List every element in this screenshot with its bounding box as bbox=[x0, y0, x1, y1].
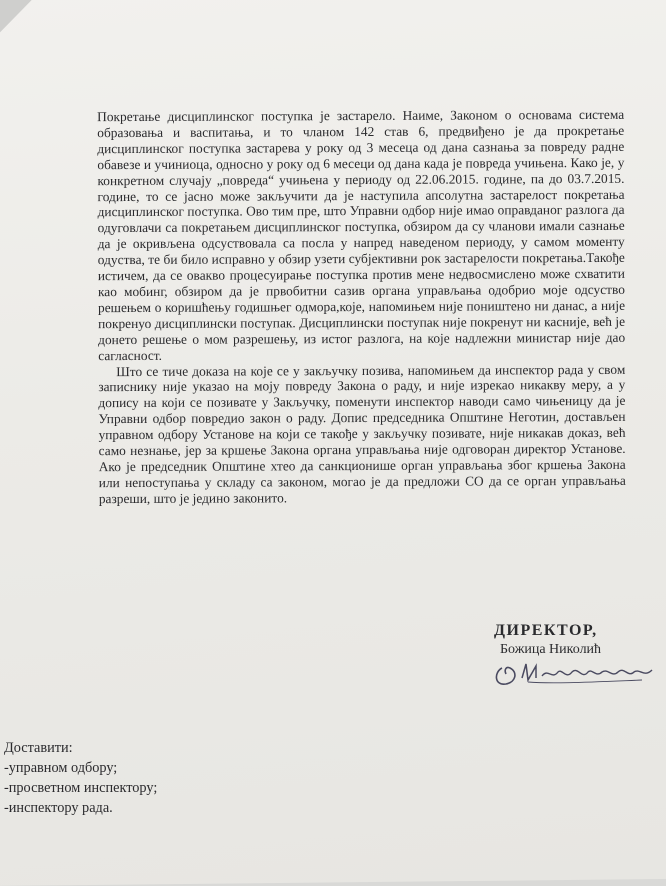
recipient-item: -инспектору рада. bbox=[4, 800, 113, 816]
page-corner-shadow bbox=[0, 0, 47, 44]
recipients-heading: Доставити: bbox=[4, 740, 73, 756]
document-body bbox=[97, 107, 626, 507]
paragraph-evidence: Што се тиче доказа на које се у закључку позива, напомињем да инспектор рада у свом записнику није указао на моју повреду Закона о раду, и није изрекао никакву меру, а у допису на који се позивате у Закључку, поменути инспектор наводи само чињеницу да је Управни одбор повредио закон о раду. Допис председника Општине Неготин, достављен управном одбору Установе на који се такође у закључку позивате, није никакав доказ, већ само незнање, јер за кршење Закона органа управљања није одговоран директор Установе. Ако је председник Општине хтео да санкционише орган управљања због кршења Закона или непоступања у складу са законом, могао је да предложи СО да се орган управљања разреши, што је једино законито. bbox=[98, 361, 626, 506]
signatory-title: ДИРЕКТОР, bbox=[494, 622, 598, 639]
recipients-block bbox=[4, 738, 157, 818]
recipient-item: -управном одбору; bbox=[4, 760, 118, 776]
signatory-name: Божица Николић bbox=[500, 642, 602, 657]
signature-block bbox=[494, 622, 664, 658]
paragraph-statute-of-limitations: Покретање дисциплинског поступка је застарело. Наиме, Законом о основама система образовања и васпитања, и то чланом 142 став 6, предвиђено је да прокретање дисциплинског поступка застарева у року од 3 месеца од дана сазнања за повреду радне обавезе и учиниоца, односно у року од 6 месеци од дана када је повреда учињена. Како је, у конкретном случају „повреда“ учињена у периоду од 22.06.2015. године, па до 03.7.2015. године, то се јасно може закључити да је наступила апсолутна застарелост покретања дисциплинског поступка. Ово тим пре, што Управни одбор није имао оправданог разлога да одуговлачи са покретањем дисциплинског поступка, обзиром да су чланови имали сазнање да је окривљена одсуствовала са посла у напред наведеном периоду, у самом моменту одуства, те би било исправно у обзир узети субјективни рок застарелости покретања.Такође истичем, да се овакво процесуирање поступка против мене недвосмислено може схватити као мобинг, обзиром да је првобитни сазив органа управљања одобрио моје одсуство решењем о коришћењу годишњег одмора,које, напомињем није поништено ни данас, а није покренуо дисциплински поступак. Дисциплински поступак није покренут ни касније, већ је донето решење о мом разрешењу, из истог разлога, на које надлежни министар није дао сагласност. bbox=[97, 106, 626, 363]
recipient-item: -просветном инспектору; bbox=[4, 780, 158, 796]
handwritten-signature bbox=[492, 658, 664, 692]
